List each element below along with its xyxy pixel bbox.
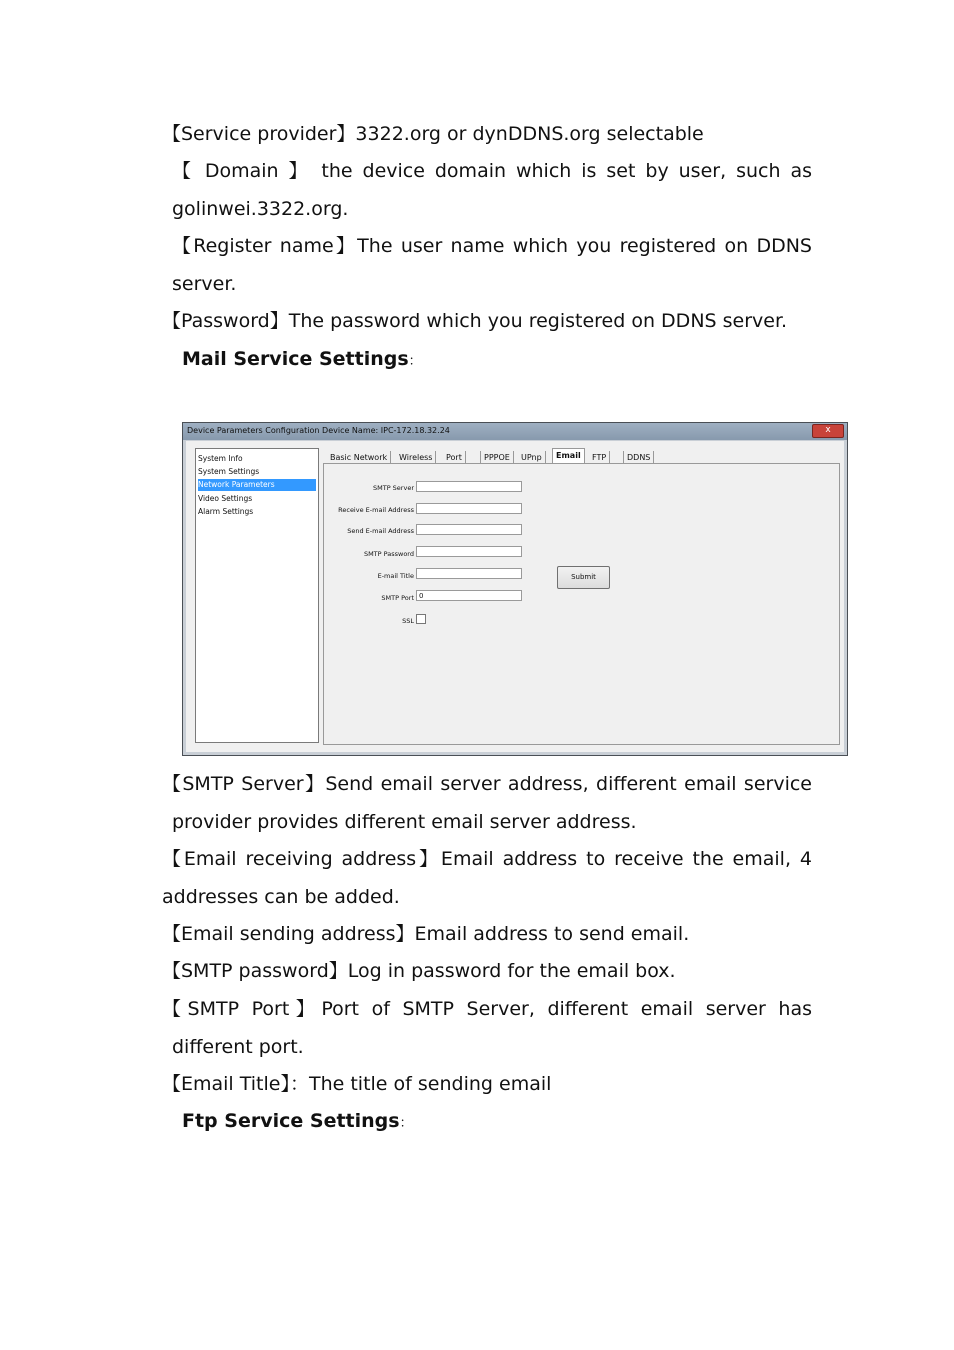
ssl-checkbox[interactable] [416, 614, 426, 624]
smtp-port-desc-line2: different port. [172, 1036, 304, 1058]
smtp-server-label: SMTP Server [372, 484, 414, 492]
window-title: Device Parameters Configuration Device Name: IPC-172.18.32.24 [187, 426, 450, 435]
email-tab-panel [323, 463, 840, 745]
smtp-password-label: SMTP Password [363, 550, 414, 558]
window-titlebar [183, 423, 847, 440]
ftp-heading-text: Ftp Service Settings [182, 1110, 400, 1132]
tab-pppoe[interactable]: PPPOE [480, 451, 514, 464]
receiving-address-desc-line1: 【Email receiving address】Email address to receive the email, 4 [162, 848, 812, 870]
ftp-service-heading [182, 1110, 413, 1135]
domain-text-line1: 【 Domain 】 the device domain which is set by user, such as [172, 160, 812, 182]
tree-item-system-settings[interactable]: System Settings [198, 467, 260, 476]
smtp-port-input[interactable]: 0 [416, 590, 522, 601]
receive-email-label: Receive E-mail Address [338, 506, 414, 514]
send-email-input[interactable] [416, 524, 522, 535]
register-name-text-line1: 【Register name】The user name which you registered on DDNS [172, 235, 812, 257]
settings-tree [195, 448, 319, 743]
smtp-server-desc-line2: provider provides different email server address. [172, 811, 637, 833]
smtp-server-input[interactable] [416, 481, 522, 492]
password-text: 【Password】The password which you registered on DDNS server. [162, 310, 788, 332]
tree-item-alarm-settings[interactable]: Alarm Settings [198, 507, 254, 516]
ssl-label: SSL [402, 617, 414, 625]
mail-service-heading [182, 348, 422, 373]
tab-row [323, 448, 840, 464]
window-client-area [186, 441, 844, 752]
receiving-address-desc-line2: addresses can be added. [162, 886, 400, 908]
mail-heading-colon: ： [408, 354, 422, 369]
config-window [182, 422, 848, 756]
tab-email[interactable]: Email [552, 448, 585, 464]
email-title-label: E-mail Title [377, 572, 414, 580]
tree-item-network-parameters[interactable]: Network Parameters [198, 479, 316, 491]
email-title-desc: 【Email Title】：The title of sending email [162, 1073, 552, 1095]
email-title-input[interactable] [416, 568, 522, 579]
tab-ftp[interactable]: FTP [589, 451, 610, 464]
smtp-password-input[interactable] [416, 546, 522, 557]
tab-basic-network[interactable]: Basic Network [327, 451, 391, 464]
tab-port[interactable]: Port [443, 451, 466, 464]
domain-text-line2: golinwei.3322.org. [172, 198, 349, 220]
submit-button[interactable]: Submit [557, 566, 610, 589]
receive-email-input[interactable] [416, 503, 522, 514]
tab-wireless[interactable]: Wireless [396, 451, 436, 464]
tree-item-video-settings[interactable]: Video Settings [198, 494, 253, 503]
tree-item-system-info[interactable]: System Info [198, 454, 243, 463]
mail-heading-text: Mail Service Settings [182, 348, 409, 370]
close-button[interactable]: x [812, 424, 844, 438]
smtp-port-desc-line1: 【SMTP Port】Port of SMTP Server, different email server has [162, 998, 812, 1020]
register-name-text-line2: server. [172, 273, 237, 295]
smtp-server-desc-line1: 【SMTP Server】Send email server address, different email service [162, 773, 812, 795]
network-tabs [323, 448, 840, 745]
service-provider-text: 【Service provider】3322.org or dynDDNS.org selectable [162, 123, 704, 145]
ftp-heading-colon: ： [399, 1116, 413, 1131]
send-email-label: Send E-mail Address [347, 527, 414, 535]
tab-ddns[interactable]: DDNS [623, 451, 654, 464]
sending-address-desc: 【Email sending address】Email address to send email. [162, 923, 690, 945]
smtp-port-label: SMTP Port [381, 594, 414, 602]
tab-upnp[interactable]: UPnp [518, 451, 546, 464]
smtp-password-desc: 【SMTP password】Log in password for the email box. [162, 960, 676, 982]
